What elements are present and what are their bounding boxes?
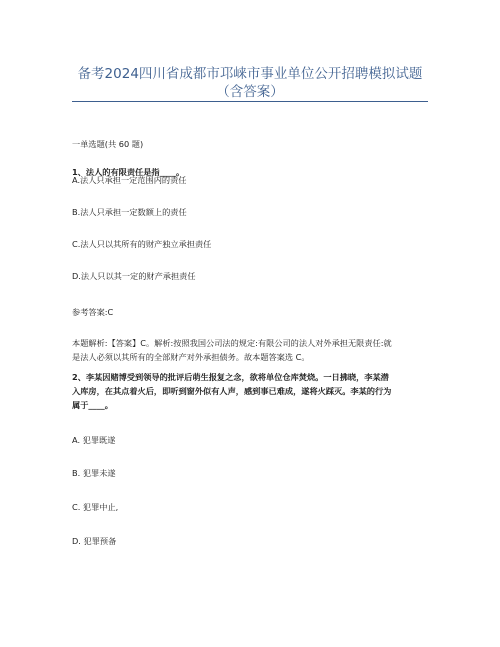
- question-2-stem-line-3: 属于____。: [72, 400, 113, 410]
- q2-option-d: D. 犯罪预备: [72, 536, 117, 546]
- title-divider: [72, 101, 428, 102]
- question-2-stem-line-1: 2、李某因赌博受到领导的批评后萌生报复之念，欲将单位仓库焚烧。一日拂晓，李某潜: [72, 372, 389, 382]
- q1-explanation-line-1: 本题解析:【答案】C。解析:按照我国公司法的规定:有限公司的法人对外承担无限责任:就: [72, 338, 392, 348]
- section-header: 一单选题(共 60 题): [72, 139, 144, 149]
- q1-option-d: D.法人只以其一定的财产承担责任: [72, 271, 196, 281]
- q2-option-a: A. 犯罪既遂: [72, 435, 116, 445]
- document-subtitle: （含答案）: [216, 84, 284, 100]
- q1-option-a: A.法人只承担一定范围内的责任: [72, 175, 187, 185]
- question-1-stem: 1、法人的有限责任是指____。: [72, 167, 185, 177]
- q2-option-b: B. 犯罪未遂: [72, 468, 116, 478]
- document-title: 备考2024四川省成都市邛崃市事业单位公开招聘模拟试题: [77, 66, 423, 82]
- question-2-stem-line-2: 入库房，在其点着火后，即听到窗外似有人声，感到事已难成，遂将火踩灭。李某的行为: [72, 386, 392, 396]
- q1-explanation-line-2: 是法人必须以其所有的全部财产对外承担债务。故本题答案选 C。: [72, 352, 310, 362]
- q1-option-c: C.法人只以其所有的财产独立承担责任: [72, 239, 212, 249]
- q1-answer: 参考答案:C: [72, 307, 114, 317]
- q1-option-b: B.法人只承担一定数额上的责任: [72, 207, 187, 217]
- q2-option-c: C. 犯罪中止,: [72, 502, 119, 512]
